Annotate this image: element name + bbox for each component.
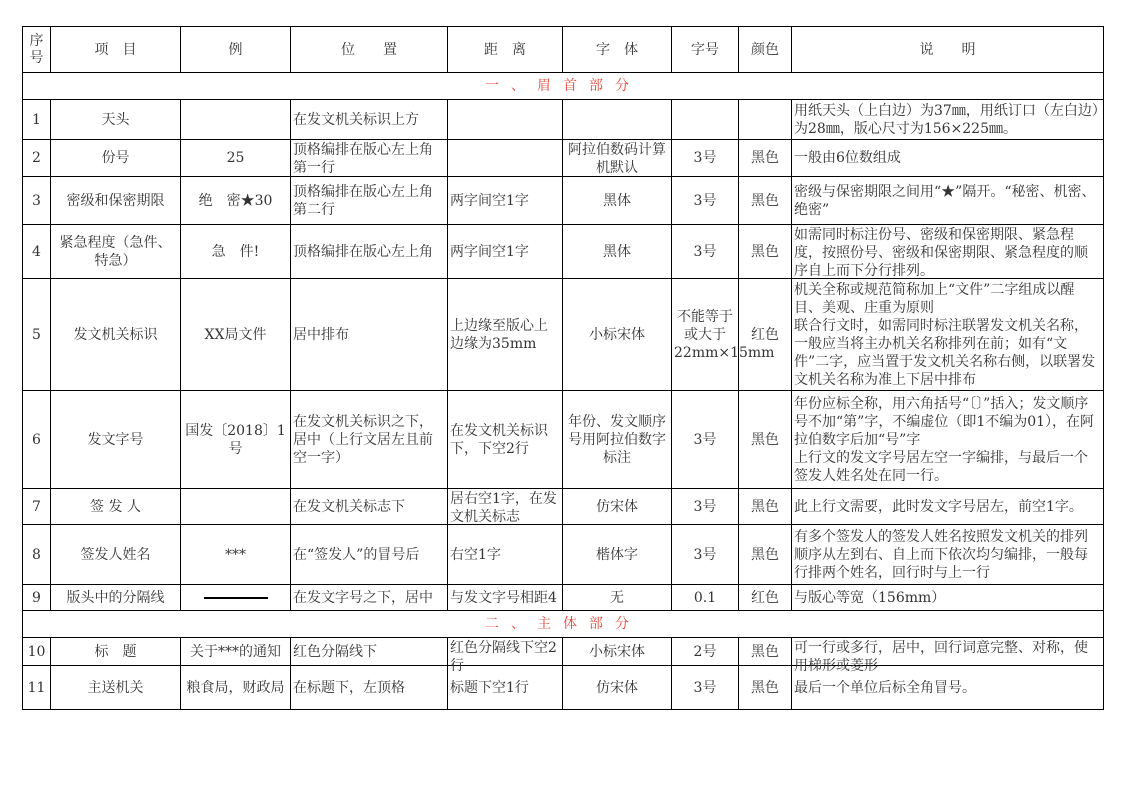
cell-content: 一般由6位数组成 [794, 150, 901, 166]
cell-seq [23, 279, 51, 391]
cell-content: 无 [610, 589, 624, 606]
cell-content: 3号 [693, 431, 717, 448]
cell-content: 3号 [693, 192, 717, 209]
cell-distance [448, 391, 563, 489]
cell-color [739, 585, 792, 611]
section-title [23, 611, 1104, 638]
cell-content: 仿宋体 [596, 498, 638, 515]
cell-item [51, 225, 181, 279]
cell-content: XX局文件 [204, 326, 267, 343]
cell-content: 2 [32, 150, 41, 166]
cell-color [739, 638, 792, 666]
cell-seq [23, 225, 51, 279]
cell-size [672, 666, 739, 710]
cell-content: 顶格编排在版心左上角第二行 [293, 183, 433, 218]
section-row [23, 73, 1104, 100]
cell-color [739, 525, 792, 585]
header-seq [23, 27, 51, 73]
cell-content: 用纸天头（上白边）为37㎜，用纸订口（左白边）为28㎜，版心尺寸为156×225㎜。 [794, 102, 1099, 137]
cell-item [51, 140, 181, 177]
cell-font [563, 177, 672, 225]
cell-position [291, 585, 448, 611]
cell-size [672, 177, 739, 225]
cell-item [51, 666, 181, 710]
header-color [739, 27, 792, 73]
cell-content: 在发文机关标识之下，居中（上行文居左且前空一字） [293, 413, 433, 466]
cell-content: 主送机关 [87, 679, 144, 696]
cell-content: 红色分隔线下空2行 [450, 639, 557, 674]
cell-color [739, 279, 792, 391]
cell-content: 版头中的分隔线 [66, 589, 165, 606]
cell-note [792, 225, 1104, 279]
cell-distance [448, 100, 563, 140]
cell-content: 不能等于或大于22mm×15mm [674, 308, 775, 361]
cell-content: 有多个签发人的签发人姓名按照发文机关的排列顺序从左到右、自上而下依次均匀编排，一般每行排两个姓名，回行时与上一行 [794, 528, 1088, 581]
cell-content: 年份应标全称，用六角括号“〔〕”括入；发文顺序号不加“第”字，不编虚位（即1不编为01），在阿拉伯数字后加“号”字 上行文的发文字号居左空一字编排，与最后一个签发人姓名处在同一行。 [794, 395, 1095, 484]
cell-item [51, 100, 181, 140]
cell-content [183, 589, 288, 607]
cell-size [672, 391, 739, 489]
cell-content: 此上行文需要，此时发文字号居左，前空1字。 [794, 498, 1083, 515]
header-position [291, 27, 448, 73]
cell-content: 密级和保密期限 [66, 192, 165, 209]
cell-content: *** [225, 546, 246, 563]
cell-position [291, 140, 448, 177]
table-row [23, 391, 1104, 489]
cell-content: 年份、发文顺序号用阿拉伯数字标注 [568, 413, 666, 466]
cell-position [291, 225, 448, 279]
table-row [23, 279, 1104, 391]
cell-content: 黑色 [751, 431, 779, 448]
cell-item [51, 585, 181, 611]
cell-content: 黑色 [751, 679, 779, 696]
cell-position [291, 525, 448, 585]
cell-color [739, 140, 792, 177]
cell-content: 密级与保密期限之间用“★”隔开。“秘密、机密、绝密” [794, 183, 1096, 218]
header-row [23, 27, 1104, 73]
cell-size [672, 489, 739, 525]
cell-content: 在发文机关标志下 [293, 498, 405, 515]
cell-content: 7 [32, 498, 41, 515]
cell-content: 在标题下，左顶格 [293, 679, 405, 696]
cell-content: 顶格编排在版心左上角第一行 [293, 141, 433, 176]
cell-note [792, 489, 1104, 525]
cell-seq [23, 666, 51, 710]
cell-content: 黑色 [751, 546, 779, 563]
cell-note [792, 279, 1104, 391]
cell-example [181, 140, 291, 177]
table-row [23, 100, 1104, 140]
cell-example [181, 638, 291, 666]
cell-content: 关于***的通知 [190, 643, 281, 660]
cell-position [291, 489, 448, 525]
cell-content: 黑色 [751, 192, 779, 209]
cell-content: 黑色 [751, 643, 779, 660]
cell-content: 居右空1字，在发文机关标志 [450, 490, 557, 525]
cell-example [181, 489, 291, 525]
cell-content: 2号 [693, 643, 717, 660]
cell-content: 紧急程度（急件、特急） [59, 234, 172, 269]
cell-content: 两字间空1字 [450, 192, 529, 209]
cell-size [672, 525, 739, 585]
cell-seq [23, 489, 51, 525]
cell-color [739, 391, 792, 489]
cell-item [51, 391, 181, 489]
cell-content: 11 [27, 679, 46, 696]
cell-font [563, 100, 672, 140]
cell-size [672, 585, 739, 611]
cell-content: 绝 密★30 [198, 192, 273, 209]
cell-font [563, 225, 672, 279]
cell-content: 份号 [101, 150, 130, 166]
table-row [23, 638, 1104, 666]
header-font [563, 27, 672, 73]
cell-content: 天头 [101, 111, 130, 128]
cell-distance [448, 489, 563, 525]
spreadsheet-table [22, 26, 1104, 710]
cell-distance [448, 177, 563, 225]
cell-seq [23, 177, 51, 225]
cell-content: 8 [32, 546, 41, 563]
cell-distance [448, 225, 563, 279]
table-row [23, 177, 1104, 225]
header-note [792, 27, 1104, 73]
cell-content: 说 明 [919, 41, 976, 58]
cell-position [291, 391, 448, 489]
cell-color [739, 666, 792, 710]
cell-item [51, 638, 181, 666]
cell-content: 最后一个单位后标全角冒号。 [794, 679, 976, 696]
cell-content: 红色 [751, 589, 779, 606]
cell-content: 签 发 人 [90, 498, 141, 515]
cell-content: 可一行或多行，居中，回行词意完整、对称，使用梯形或菱形 [794, 639, 1088, 674]
cell-content: 签发人姓名 [80, 546, 151, 563]
cell-content: 在发文字号之下，居中 [293, 589, 433, 606]
table-row [23, 525, 1104, 585]
cell-content: 6 [32, 431, 41, 448]
cell-content: 4 [32, 243, 41, 260]
cell-content: 小标宋体 [589, 326, 645, 343]
cell-item [51, 525, 181, 585]
cell-content: 项 目 [94, 41, 137, 58]
cell-position [291, 279, 448, 391]
cell-content: 顶格编排在版心左上角 [293, 243, 433, 260]
cell-content: 小标宋体 [589, 643, 645, 660]
cell-content: 颜色 [751, 41, 779, 58]
cell-font [563, 525, 672, 585]
cell-content: 与发文字号相距4 [450, 589, 557, 606]
cell-content: 一、眉首部分 [485, 78, 641, 94]
cell-note [792, 100, 1104, 140]
cell-example [181, 225, 291, 279]
cell-content: 0.1 [693, 589, 717, 606]
cell-distance [448, 638, 563, 674]
cell-content: 楷体字 [596, 546, 638, 563]
cell-content: 如需同时标注份号、密级和保密期限、紧急程度，按照份号、密级和保密期限、紧急程度的顺序自上而下分行排列。 [794, 226, 1088, 279]
header-example [181, 27, 291, 73]
cell-distance [448, 279, 563, 391]
header-distance [448, 27, 563, 73]
cell-content: 黑色 [751, 498, 779, 515]
cell-example [181, 177, 291, 225]
cell-color [739, 489, 792, 525]
cell-content: 国发〔2018〕1号 [185, 422, 286, 457]
cell-content: 字 体 [596, 41, 638, 58]
cell-size [672, 638, 739, 666]
cell-example [181, 279, 291, 391]
cell-seq [23, 638, 51, 666]
header-item [51, 27, 181, 73]
cell-content: 红色分隔线下 [293, 643, 377, 660]
cell-font [563, 585, 672, 611]
cell-note [792, 525, 1104, 585]
table-row [23, 666, 1104, 710]
cell-content: 黑色 [751, 150, 779, 166]
cell-content: 序号 [29, 32, 44, 66]
cell-content: 上边缘至版心上边缘为35mm [450, 317, 548, 352]
cell-content: 字号 [691, 41, 719, 58]
cell-seq [23, 391, 51, 489]
cell-content: 25 [226, 150, 245, 166]
cell-content: 发文机关标识 [73, 326, 158, 343]
cell-example [181, 585, 291, 611]
cell-content: 1 [32, 111, 41, 128]
cell-font [563, 391, 672, 489]
cell-example [181, 391, 291, 489]
cell-content: 标题下空1行 [450, 679, 529, 696]
table-row [23, 140, 1104, 177]
cell-size [672, 140, 739, 177]
cell-content: 发文字号 [87, 431, 144, 448]
cell-item [51, 279, 181, 391]
cell-note [792, 585, 1104, 611]
cell-note [792, 638, 1104, 674]
cell-content: 黑体 [603, 243, 631, 260]
cell-color [739, 177, 792, 225]
cell-example [181, 525, 291, 585]
cell-content: 机关全称或规范简称加上“文件”二字组成以醒目、美观、庄重为原则 联合行文时，如需同时标注联署发文机关名称，一般应当将主办机关名称排列在前；如有“文件”二字，应当置于发文机关名称右侧，以联署发文机关名称为准上下居中排布 [794, 281, 1096, 388]
cell-color [739, 100, 792, 140]
cell-size [672, 225, 739, 279]
cell-content: 例 [228, 41, 243, 58]
table-row [23, 489, 1104, 525]
cell-seq [23, 140, 51, 177]
cell-font [563, 489, 672, 525]
cell-distance [448, 585, 563, 611]
cell-distance [448, 525, 563, 585]
cell-content: 距 离 [484, 41, 526, 58]
cell-font [563, 638, 672, 666]
cell-seq [23, 100, 51, 140]
cell-example [181, 666, 291, 710]
cell-distance [448, 666, 563, 710]
header-size [672, 27, 739, 73]
cell-font [563, 666, 672, 710]
cell-position [291, 638, 448, 666]
cell-note [792, 391, 1104, 489]
cell-item [51, 177, 181, 225]
cell-seq [23, 525, 51, 585]
cell-content: 在“签发人”的冒号后 [293, 546, 420, 563]
cell-example [181, 100, 291, 140]
cell-content: 阿拉伯数码计算机默认 [568, 141, 666, 176]
cell-note [792, 177, 1104, 225]
section-row [23, 611, 1104, 638]
cell-content: 3号 [693, 150, 717, 166]
cell-content: 红色 [751, 326, 779, 343]
cell-content: 在发文机关标识上方 [293, 111, 419, 128]
cell-position [291, 100, 448, 140]
cell-content: 3号 [693, 679, 717, 696]
cell-content: 与版心等宽（156mm） [794, 589, 946, 606]
cell-content: 两字间空1字 [450, 243, 529, 260]
cell-font [563, 140, 672, 177]
cell-content: 黑体 [603, 192, 631, 209]
cell-content: 位 置 [341, 41, 397, 58]
cell-content: 粮食局，财政局 [186, 679, 285, 696]
cell-content: 9 [32, 589, 41, 606]
cell-content: 3号 [693, 243, 717, 260]
cell-content: 居中排布 [293, 326, 349, 343]
cell-note [792, 140, 1104, 177]
cell-content: 3号 [693, 498, 717, 515]
cell-content: 在发文机关标识下，下空2行 [450, 422, 548, 457]
cell-content: 10 [27, 643, 46, 660]
cell-content: 5 [32, 326, 41, 343]
cell-font [563, 279, 672, 391]
cell-content: 急 件! [211, 243, 260, 260]
cell-content: 仿宋体 [596, 679, 638, 696]
cell-distance [448, 140, 563, 177]
section-title [23, 73, 1104, 100]
separator-line-sample [204, 597, 268, 599]
table-row [23, 585, 1104, 611]
cell-color [739, 225, 792, 279]
cell-item [51, 489, 181, 525]
cell-position [291, 177, 448, 225]
cell-seq [23, 585, 51, 611]
cell-content: 标 题 [94, 643, 137, 660]
cell-content: 3 [32, 192, 41, 209]
cell-position [291, 666, 448, 710]
cell-content: 黑色 [751, 243, 779, 260]
cell-content: 二、主体部分 [485, 616, 641, 632]
cell-content: 3号 [693, 546, 717, 563]
cell-size [672, 100, 739, 140]
table-row [23, 225, 1104, 279]
cell-content: 右空1字 [450, 546, 501, 563]
